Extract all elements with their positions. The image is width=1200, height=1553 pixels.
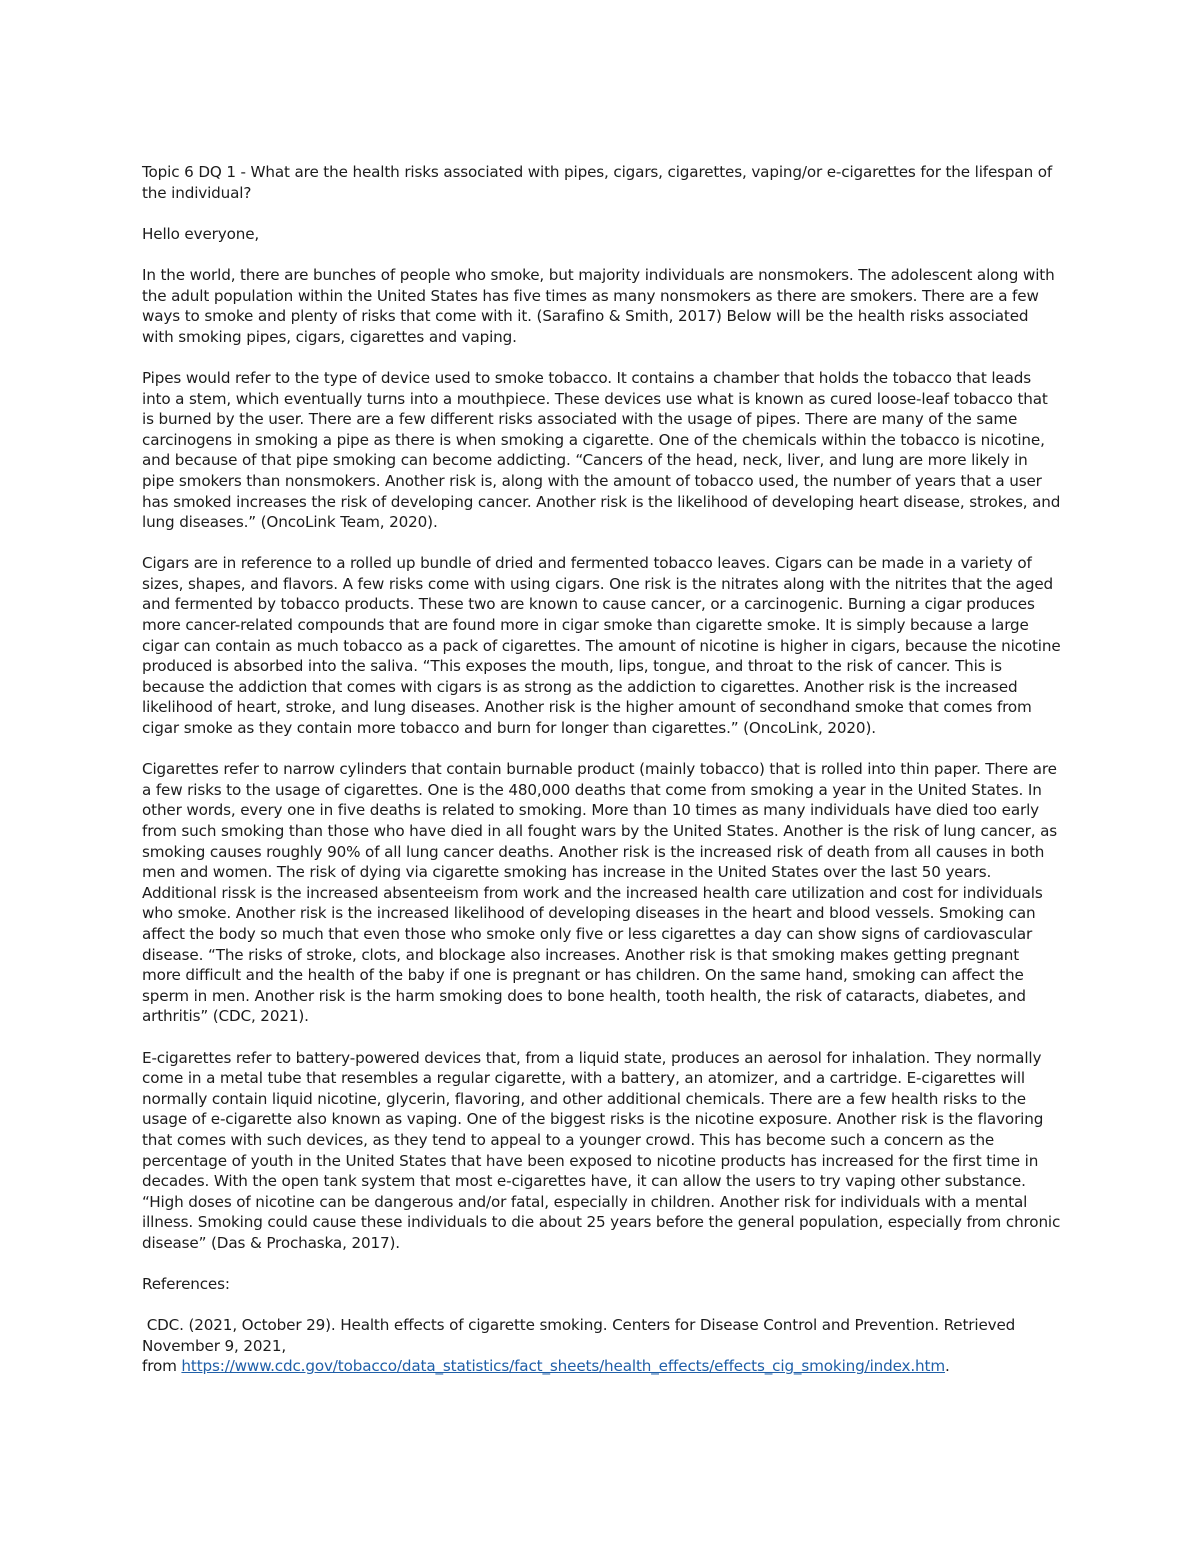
paragraph-cigarettes: Cigarettes refer to narrow cylinders that contain burnable product (mainly tobacco) that is rolled into thin paper. There are a few risks to the usage of cigarettes. One is the 480,000 deaths that come from smoking a year in the United States. In other words, every one in five deaths is related to smoking. More than 10 times as many individuals have died too early from such smoking than those who have died in all fought wars by the United States. Another is the risk of lung cancer, as smoking causes roughly 90% of all lung cancer deaths. Another risk is the increased risk of death from all causes in both men and women. The risk of dying via cigarette smoking has increase in the United States over the last 50 years. Additional rissk is the increased absenteeism from work and the increased health care utilization and cost for individuals who smoke. Another risk is the increased likelihood of developing diseases in the heart and blood vessels. Smoking can affect the body so much that even those who smoke only five or less cigarettes a day can show signs of cardiovascular disease. “The risks of stroke, clots, and blockage also increases. Another risk is that smoking makes getting pregnant more difficult and the health of the baby if one is pregnant or has children. On the same hand, smoking can affect the sperm in men. Another risk is the harm smoking does to bone health, tooth health, the risk of cataracts, diabetes, and arthritis” (CDC, 2021). [142, 760, 1058, 1026]
paragraph-intro: In the world, there are bunches of people who smoke, but majority individuals are nonsmokers. The adolescent along with the adult population within the United States has five times as many nonsmokers as there are smokers. There are a few ways to smoke and plenty of risks that come with it. (Sarafino & Smith, 2017) Below will be the health risks associated with smoking pipes, cigars, cigarettes and vaping. [142, 265, 1055, 346]
reference-link[interactable]: https://www.cdc.gov/tobacco/data_statistics/fact_sheets/health_effects/effects_cig_smoking/index.htm [181, 1357, 945, 1376]
paragraph-pipes: Pipes would refer to the type of device used to smoke tobacco. It contains a chamber that holds the tobacco that leads into a stem, which eventually turns into a mouthpiece. These devices use what is known as cured loose-leaf tobacco that is burned by the user. There are a few different risks associated with the usage of pipes. There are many of the same carcinogens in smoking a pipe as there is when smoking a cigarette. One of the chemicals within the tobacco is nicotine, and because of that pipe smoking can become addicting. “Cancers of the head, neck, liver, and lung are more likely in pipe smokers than nonsmokers. Another risk is, along with the amount of tobacco used, the number of years that a user has smoked increases the risk of developing cancer. Another risk is the likelihood of developing heart disease, strokes, and lung diseases.” (OncoLink Team, 2020). [142, 368, 1061, 532]
reference-entry [142, 1315, 1062, 1377]
reference-citation: CDC. (2021, October 29). Health effects of cigarette smoking. Centers for Disease Control and Prevention. Retrieved November 9, 2021, [142, 1316, 1020, 1355]
reference-suffix: . [944, 1357, 950, 1376]
greeting: Hello everyone, [142, 224, 260, 243]
references-heading: References: [142, 1275, 230, 1294]
paragraph-cigars: Cigars are in reference to a rolled up bundle of dried and fermented tobacco leaves. Cigars can be made in a variety of sizes, shapes, and flavors. A few risks come with using cigars. One risk is the nitrates along with the nitrites that the aged and fermented by tobacco products. These two are known to cause cancer, or a carcinogenic. Burning a cigar produces more cancer-related compounds that are found more in cigar smoke than cigarette smoke. It is simply because a large cigar can contain as much tobacco as a pack of cigarettes. The amount of nicotine is higher in cigars, because the nicotine produced is absorbed into the saliva. “This exposes the mouth, lips, tongue, and throat to the risk of cancer. This is because the addiction that comes with cigars is as strong as the addiction to cigarettes. Another risk is the increased likelihood of heart, stroke, and lung diseases. Another risk is the higher amount of secondhand smoke that comes from cigar smoke as they contain more tobacco and burn for longer than cigarettes.” (OncoLink, 2020). [142, 554, 1061, 738]
paragraph-e-cigarettes: E-cigarettes refer to battery-powered devices that, from a liquid state, produces an aerosol for inhalation. They normally come in a metal tube that resembles a regular cigarette, with a battery, an atomizer, and a cartridge. E-cigarettes will normally contain liquid nicotine, glycerin, flavoring, and other additional chemicals. There are a few health risks to the usage of e-cigarette also known as vaping. One of the biggest risks is the nicotine exposure. Another risk is the flavoring that comes with such devices, as they tend to appeal to a younger crowd. This has become such a concern as the percentage of youth in the United States that have been exposed to nicotine products has increased for the first time in decades. With the open tank system that most e-cigarettes have, it can allow the users to try vaping other substance. “High doses of nicotine can be dangerous and/or fatal, especially in children. Another risk for individuals with a mental illness. Smoking could cause these individuals to die about 25 years before the general population, especially from chronic disease” (Das & Prochaska, 2017). [142, 1048, 1061, 1252]
reference-from-prefix: from [142, 1357, 182, 1376]
document-title: Topic 6 DQ 1 - What are the health risks associated with pipes, cigars, cigarettes, vaping/or e-cigarettes for the lifespan of the individual? [142, 163, 1053, 202]
document-page [142, 162, 1062, 1377]
